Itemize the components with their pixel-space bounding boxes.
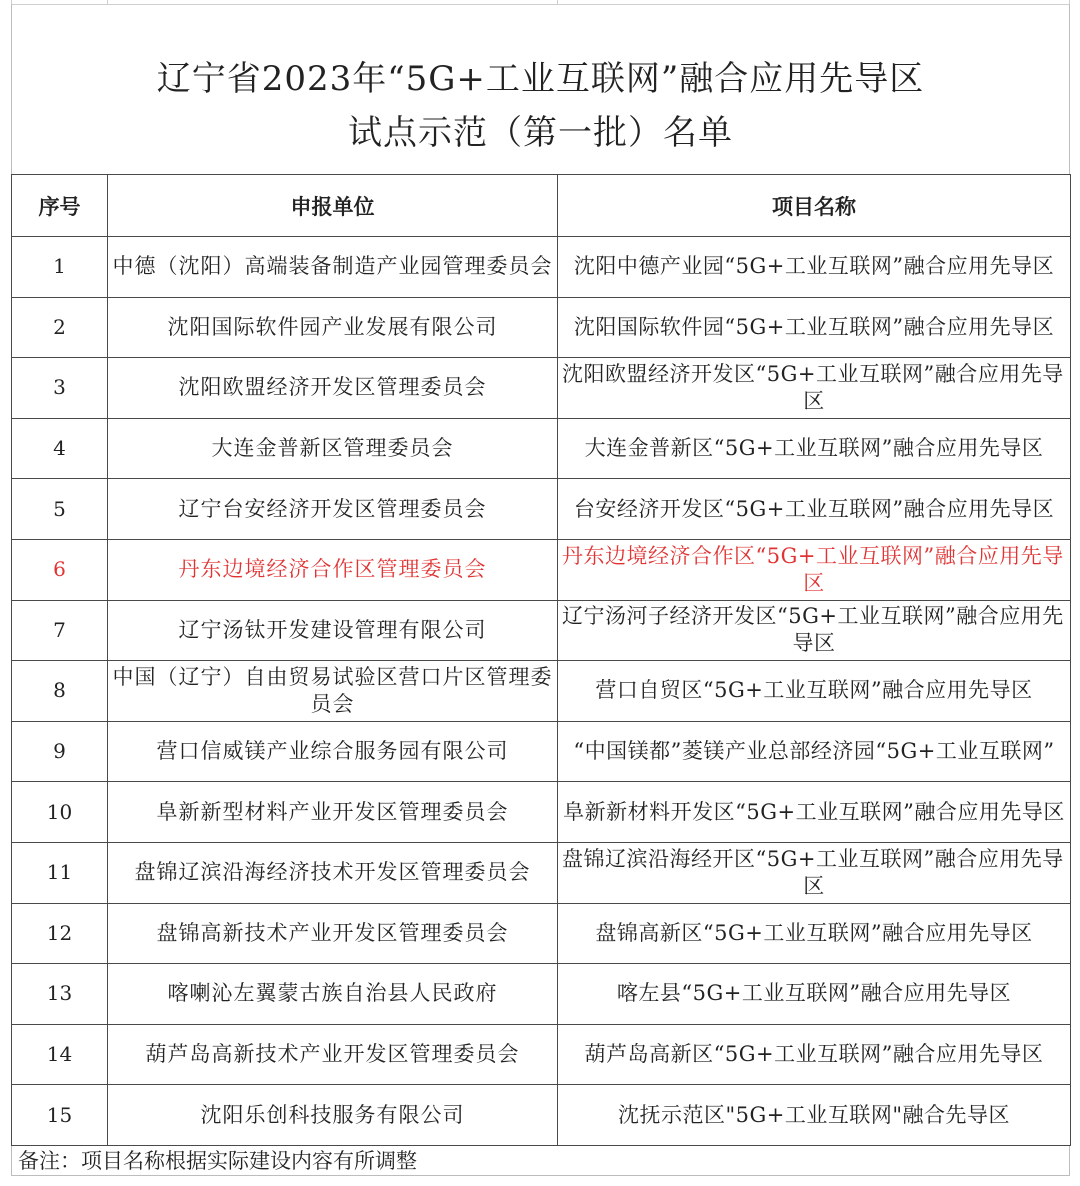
row-unit: 盘锦辽滨沿海经济技术开发区管理委员会 — [108, 842, 558, 903]
row-index: 8 — [12, 661, 108, 722]
table-row — [12, 964, 1071, 1025]
table-row — [12, 237, 1071, 298]
document-sheet — [11, 0, 1070, 1186]
row-project: 台安经济开发区“5G+工业互联网”融合应用先导区 — [558, 479, 1071, 540]
row-unit: 辽宁台安经济开发区管理委员会 — [108, 479, 558, 540]
row-unit: 营口信威镁产业综合服务园有限公司 — [108, 721, 558, 782]
row-unit: 中德（沈阳）高端装备制造产业园管理委员会 — [108, 237, 558, 298]
table-row — [12, 418, 1071, 479]
row-index: 9 — [12, 721, 108, 782]
row-index: 14 — [12, 1024, 108, 1085]
row-unit: 大连金普新区管理委员会 — [108, 418, 558, 479]
row-unit: 沈阳国际软件园产业发展有限公司 — [108, 297, 558, 358]
table-header-row — [12, 175, 1071, 237]
table-row — [12, 1024, 1071, 1085]
header-project: 项目名称 — [558, 175, 1071, 237]
header-unit: 申报单位 — [108, 175, 558, 237]
row-project: 盘锦辽滨沿海经开区“5G+工业互联网”融合应用先导区 — [558, 842, 1071, 903]
row-index: 10 — [12, 782, 108, 843]
row-unit: 阜新新型材料产业开发区管理委员会 — [108, 782, 558, 843]
row-index: 7 — [12, 600, 108, 661]
document-title-line-1: 辽宁省2023年“5G+工业互联网”融合应用先导区 — [156, 59, 925, 99]
row-project: 沈阳欧盟经济开发区“5G+工业互联网”融合应用先导区 — [558, 358, 1071, 419]
row-index: 4 — [12, 418, 108, 479]
pilot-list-table — [11, 174, 1071, 1146]
row-project: 盘锦高新区“5G+工业互联网”融合应用先导区 — [558, 903, 1071, 964]
row-unit: 丹东边境经济合作区管理委员会 — [108, 539, 558, 600]
row-unit: 葫芦岛高新技术产业开发区管理委员会 — [108, 1024, 558, 1085]
row-index: 6 — [12, 539, 108, 600]
row-index: 13 — [12, 964, 108, 1025]
row-index: 3 — [12, 358, 108, 419]
table-row — [12, 782, 1071, 843]
table-row — [12, 661, 1071, 722]
table-row — [12, 721, 1071, 782]
table-row-highlighted — [12, 539, 1071, 600]
row-index: 11 — [12, 842, 108, 903]
footnote: 备注：项目名称根据实际建设内容有所调整 — [11, 1146, 1070, 1176]
title-cell — [11, 4, 1070, 174]
row-unit: 沈阳乐创科技服务有限公司 — [108, 1085, 558, 1146]
table-row — [12, 358, 1071, 419]
row-index: 12 — [12, 903, 108, 964]
row-project: 大连金普新区“5G+工业互联网”融合应用先导区 — [558, 418, 1071, 479]
row-unit: 沈阳欧盟经济开发区管理委员会 — [108, 358, 558, 419]
row-project: 营口自贸区“5G+工业互联网”融合应用先导区 — [558, 661, 1071, 722]
row-unit: 盘锦高新技术产业开发区管理委员会 — [108, 903, 558, 964]
row-project: 辽宁汤河子经济开发区“5G+工业互联网”融合应用先导区 — [558, 600, 1071, 661]
row-unit: 喀喇沁左翼蒙古族自治县人民政府 — [108, 964, 558, 1025]
table-row — [12, 903, 1071, 964]
row-project: 阜新新材料开发区“5G+工业互联网”融合应用先导区 — [558, 782, 1071, 843]
row-index: 15 — [12, 1085, 108, 1146]
row-unit: 中国（辽宁）自由贸易试验区营口片区管理委员会 — [108, 661, 558, 722]
row-project: 沈阳国际软件园“5G+工业互联网”融合应用先导区 — [558, 297, 1071, 358]
row-project: 喀左县“5G+工业互联网”融合应用先导区 — [558, 964, 1071, 1025]
row-index: 5 — [12, 479, 108, 540]
table-row — [12, 297, 1071, 358]
table-row — [12, 600, 1071, 661]
row-unit: 辽宁汤钛开发建设管理有限公司 — [108, 600, 558, 661]
header-index: 序号 — [12, 175, 108, 237]
row-project: 葫芦岛高新区“5G+工业互联网”融合应用先导区 — [558, 1024, 1071, 1085]
row-project: 沈抚示范区"5G+工业互联网"融合先导区 — [558, 1085, 1071, 1146]
document-title-line-2: 试点示范（第一批）名单 — [348, 113, 733, 153]
row-project: 沈阳中德产业园“5G+工业互联网”融合应用先导区 — [558, 237, 1071, 298]
row-index: 2 — [12, 297, 108, 358]
row-project: “中国镁都”菱镁产业总部经济园“5G+工业互联网” — [558, 721, 1071, 782]
table-row — [12, 479, 1071, 540]
table-row — [12, 842, 1071, 903]
table-row — [12, 1085, 1071, 1146]
row-index: 1 — [12, 237, 108, 298]
row-project: 丹东边境经济合作区“5G+工业互联网”融合应用先导区 — [558, 539, 1071, 600]
